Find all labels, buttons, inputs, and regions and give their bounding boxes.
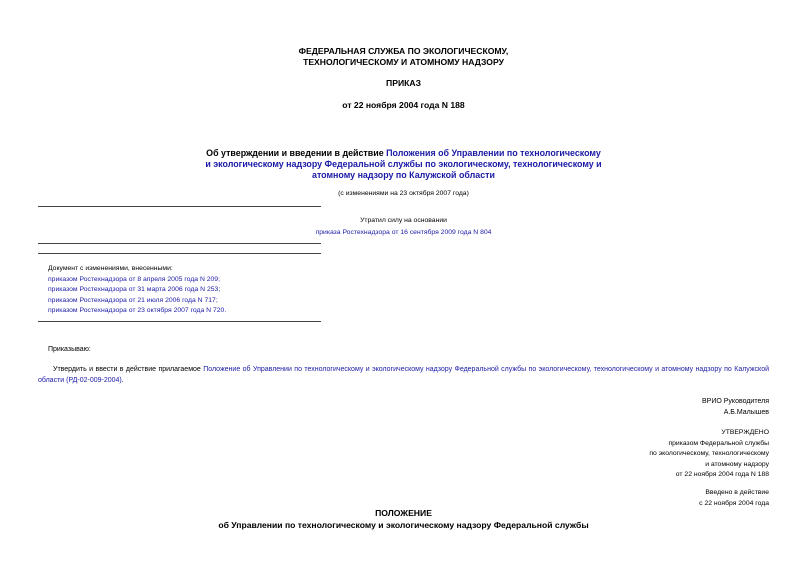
amendment-link[interactable]: приказом Ростехнадзора от 8 апреля 2005 года N 209; [48, 275, 220, 283]
approved-block [469, 428, 769, 481]
divider [38, 253, 321, 254]
divider [38, 321, 321, 322]
approved-line: от 22 ноября 2004 года N 188 [675, 471, 769, 478]
title-link-part-3[interactable]: атомному надзору по Калужской области [312, 170, 495, 180]
divider [38, 206, 321, 207]
amendments-heading: Документ с изменениями, внесенными: [48, 265, 173, 272]
repeal-text: Утратил силу на основании [360, 217, 447, 224]
order-paragraph [38, 364, 769, 386]
amendments-block [48, 264, 328, 317]
order-suffix: . [121, 377, 124, 384]
approved-line: по экологическому, технологическому [649, 450, 769, 457]
amendment-link[interactable]: приказом Ростехнадзора от 21 июля 2006 года N 717; [48, 296, 218, 304]
amendment-link[interactable]: приказом Ростехнадзора от 23 октября 2007 года N 720. [48, 307, 227, 314]
order-prefix: Утвердить и ввести в действие прилагаемое [53, 366, 204, 373]
doc-date: от 22 ноября 2004 года N 188 [342, 100, 465, 110]
title-prefix: Об утверждении и введении в действие [206, 148, 387, 158]
signature-name: А.Б.Малышев [723, 409, 769, 416]
amended-note: (с изменениями на 23 октября 2007 года) [338, 190, 469, 197]
effective-block [469, 488, 769, 509]
approved-line: приказом Федеральной службы [668, 439, 769, 447]
approved-line: и атомному надзору [705, 460, 769, 468]
title-link-part-1[interactable]: Положения об Управлении по технологическому [386, 148, 601, 158]
doc-type: ПРИКАЗ [386, 78, 421, 88]
repeal-link[interactable]: приказа Ростехнадзора от 16 сентября 2009 года N 804 [315, 229, 492, 236]
effective-line-2: с 22 ноября 2004 года [699, 499, 769, 507]
document-title [150, 148, 657, 181]
agency-line-2: ТЕХНОЛОГИЧЕСКОМУ И АТОМНОМУ НАДЗОРУ [303, 57, 504, 67]
title-link-part-2[interactable]: и экологическому надзору Федеральной службы по экологическому, технологическому и [205, 159, 602, 169]
amendment-link[interactable]: приказом Ростехнадзора от 31 марта 2006 года N 253; [48, 286, 221, 293]
approved-heading: УТВЕРЖДЕНО [721, 429, 769, 436]
agency-name [0, 46, 807, 68]
divider [38, 243, 321, 244]
agency-line-1: ФЕДЕРАЛЬНАЯ СЛУЖБА ПО ЭКОЛОГИЧЕСКОМУ, [298, 46, 509, 56]
order-label: Приказываю: [48, 346, 91, 353]
regulation-subtitle: об Управлении по технологическому и экологическому надзору Федеральной службы [218, 520, 589, 530]
signature-position: ВРИО Руководителя [702, 398, 769, 405]
title-line-1 [150, 148, 657, 159]
order-regulation-link[interactable]: Положение об Управлении по технологическому и экологическому надзору Федеральной службы по экологическому, технологическому и атомному надзору по Калужской области (РД-02-009-2004) [38, 366, 770, 384]
regulation-heading: ПОЛОЖЕНИЕ [375, 508, 432, 518]
effective-line-1: Введено в действие [705, 489, 769, 496]
